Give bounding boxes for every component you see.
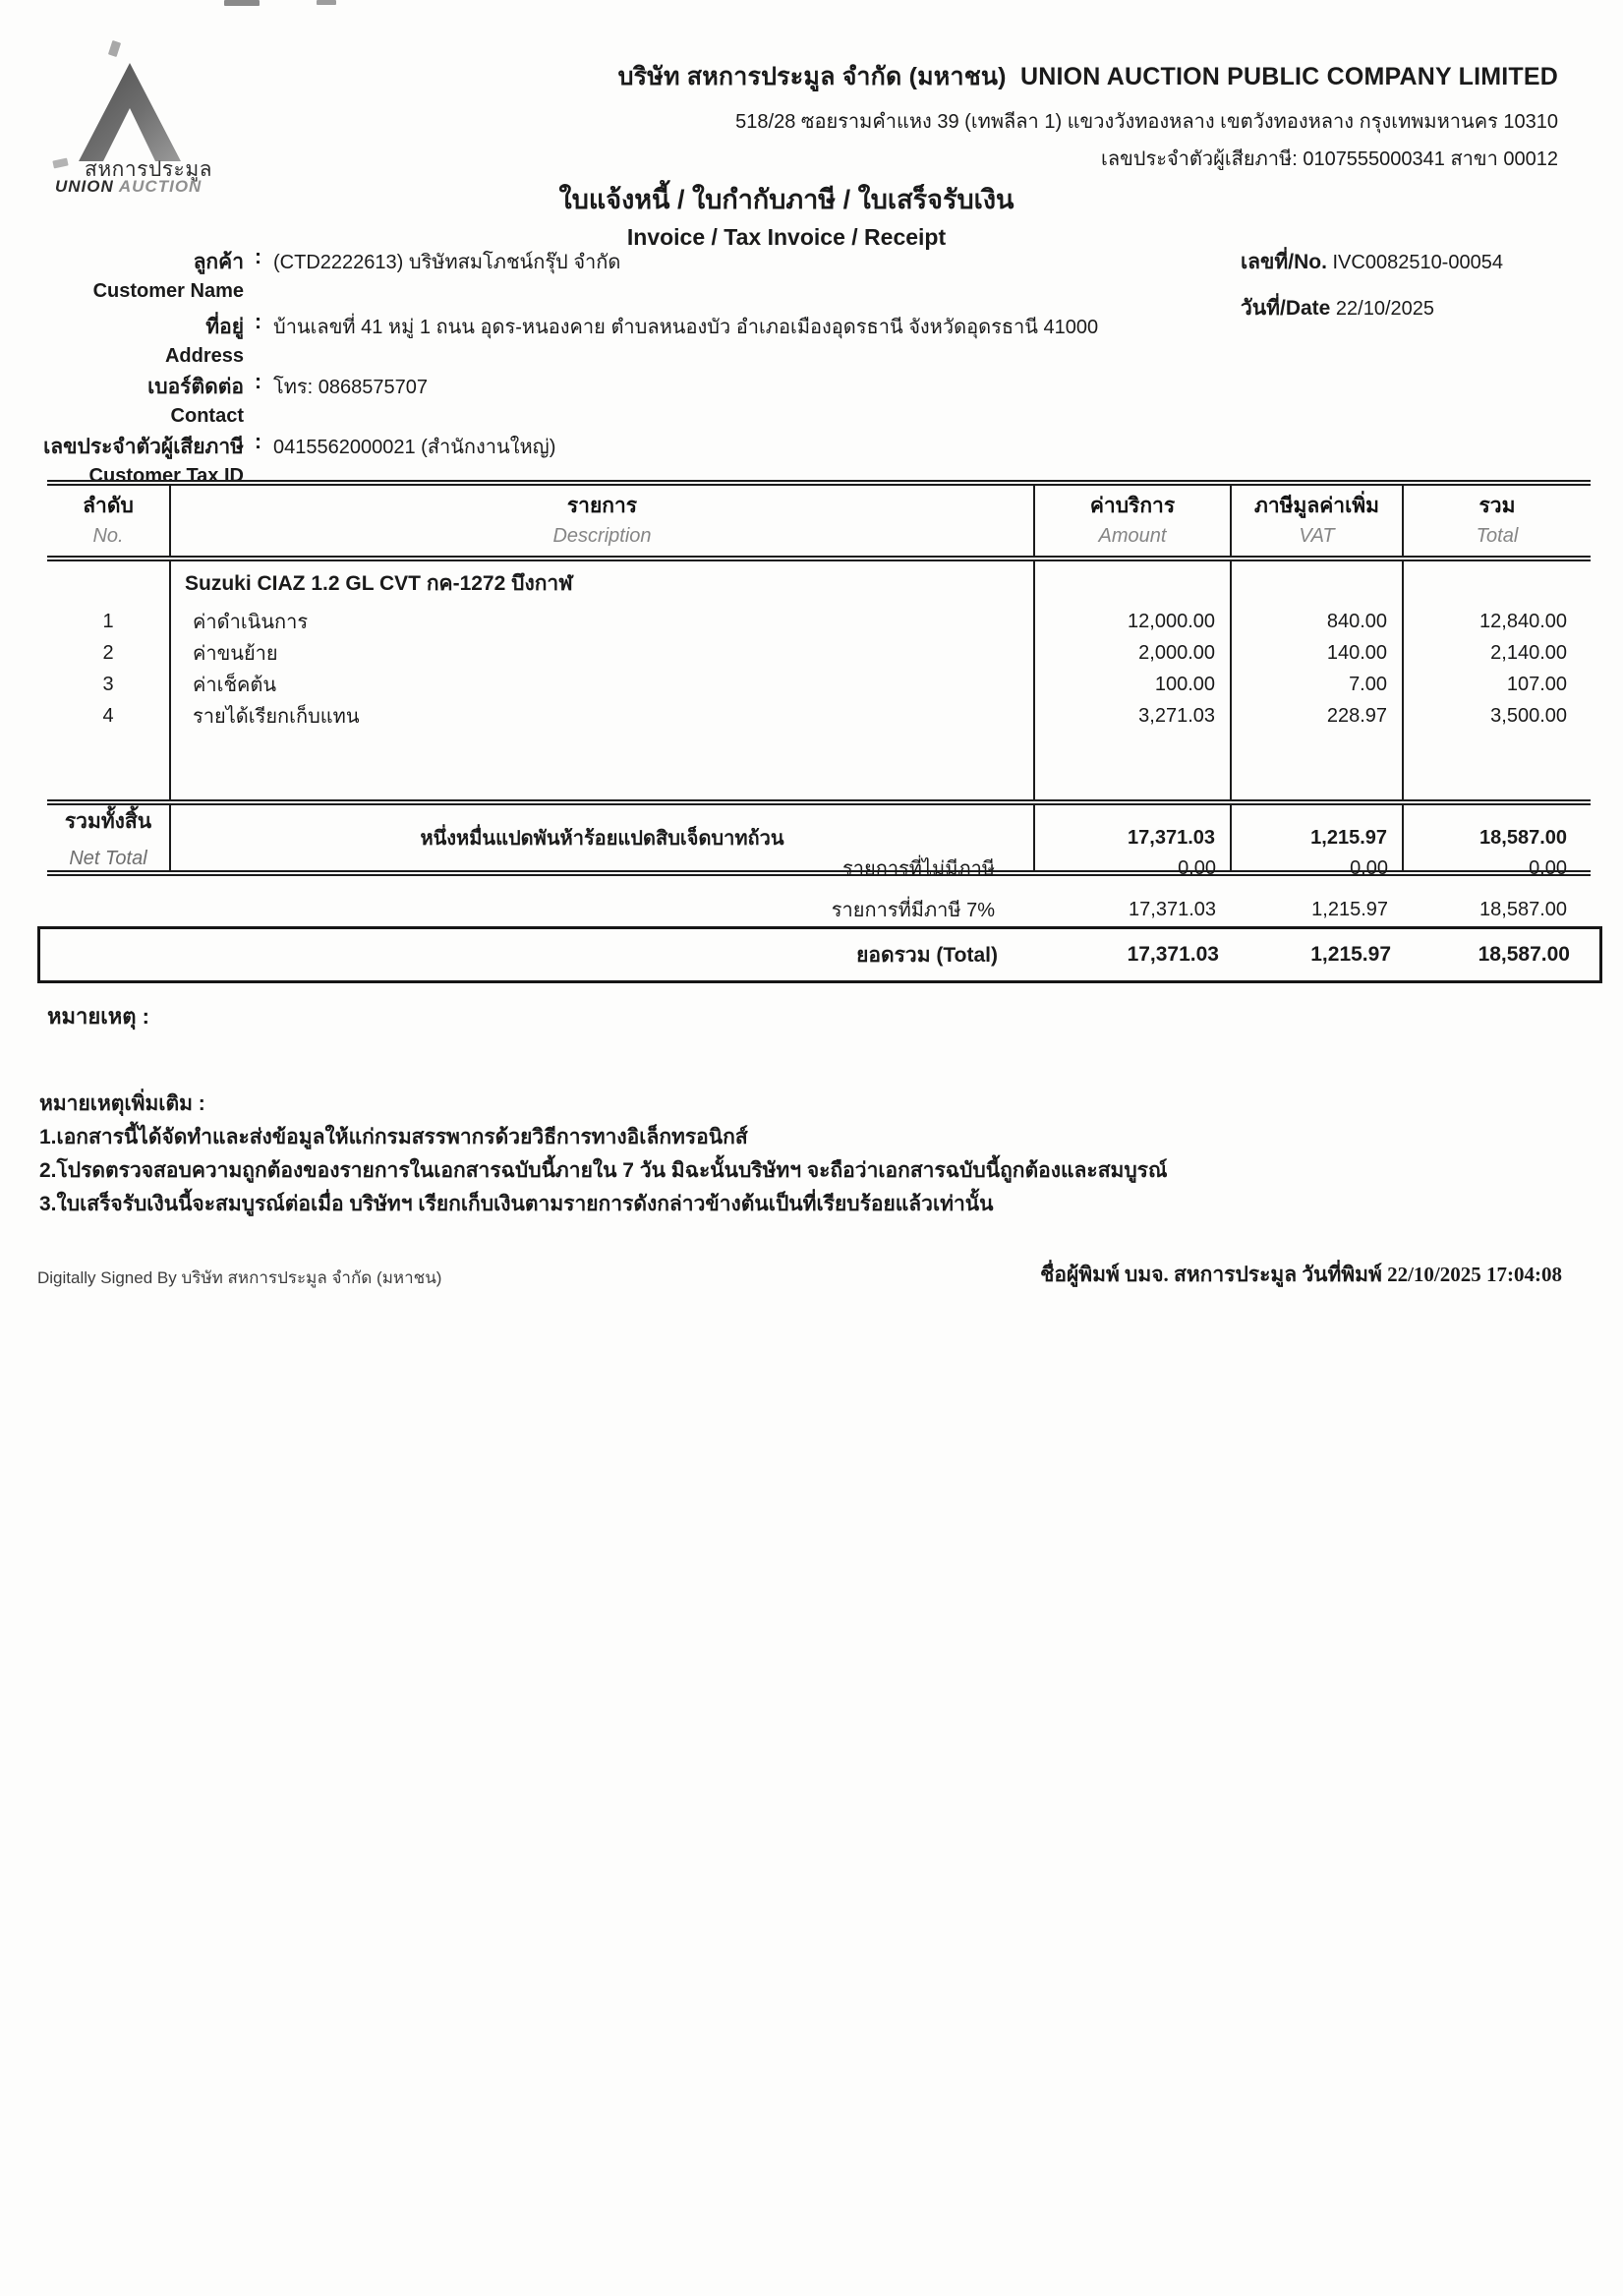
item-total: 3,500.00 [1490,704,1567,727]
table-row [47,669,1591,700]
additional-notes-title: หมายเหตุเพิ่มเติม : [39,1092,205,1115]
grand-total-label: ยอดรวม (Total) [856,943,998,967]
header-description [170,483,1034,559]
note-line-2: 2.โปรดตรวจสอบความถูกต้องของรายการในเอกสารฉบับนี้ภายใน 7 วัน มิฉะนั้นบริษัทฯ จะถือว่าเอกสารฉบับนี้ถูกต้องและสมบูรณ์ [39,1159,1168,1182]
company-name-thai: บริษัท สหการประมูล จำกัด (มหาชน) [617,63,1007,90]
no-vat-label: รายการที่ไม่มีภาษี [842,858,995,880]
grand-total-total: 18,587.00 [1478,943,1570,966]
invoice-date-row [1241,292,1434,324]
customer-address-label [0,311,244,368]
label-english: Address [164,345,244,367]
logo-union: UNION [55,177,114,196]
summary-with-vat-row [47,889,1591,930]
document-title [0,178,1573,251]
header-amount-thai: ค่าบริการ [1089,495,1176,517]
grand-total-vat: 1,215.97 [1310,943,1391,966]
table-row [47,637,1591,669]
with-vat-amount: 17,371.03 [1129,898,1216,920]
header-total [1403,483,1591,559]
note-label: หมายเหตุ : [47,1004,149,1029]
digital-signature-note: Digitally Signed By บริษัท สหการประมูล จำกัด (มหาชน) [37,1268,442,1287]
item-no: 3 [47,669,170,700]
invoice-date-label: วันที่/Date [1241,297,1331,320]
no-vat-amount: 0.00 [1178,856,1216,879]
item-no: 2 [47,637,170,669]
vat-summary-table [47,848,1591,930]
item-vat: 140.00 [1231,637,1403,669]
header-total-thai: รวม [1478,495,1516,517]
header-description-thai: รายการ [566,495,638,517]
note-line-3: 3.ใบเสร็จรับเงินนี้จะสมบูรณ์ต่อเมื่อ บริษัทฯ เรียกเก็บเงินตามรายการดังกล่าวข้างต้นเป็นที่เรียบร้อยแล้วเท่านั้น [39,1193,994,1215]
scan-artifact [317,0,336,5]
company-name [398,57,1558,96]
net-total-label-english: Net Total [69,848,147,869]
customer-name-label [0,246,244,303]
label-english: Customer Name [92,280,244,302]
union-auction-logo-mark [71,59,189,167]
customer-contact-label [0,371,244,428]
line-items-table [47,480,1591,876]
colon: : [255,246,261,268]
item-description: รายได้เรียกเก็บแทน [170,700,1034,732]
no-vat-vat: 0.00 [1350,856,1388,879]
colon: : [255,431,261,453]
amount-in-words: หนึ่งหมื่นแปดพันห้าร้อยแปดสิบเจ็ดบาทถ้วน [170,802,1034,873]
scan-artifact [224,0,260,6]
company-tax-id: เลขประจำตัวผู้เสียภาษี: 0107555000341 สาขา 00012 [1101,148,1558,170]
customer-contact-value: โทร: 0868575707 [273,377,429,398]
no-vat-total: 0.00 [1529,856,1567,879]
header-no-thai: ลำดับ [83,495,134,517]
title-thai: ใบแจ้งหนี้ / ใบกำกับภาษี / ใบเสร็จรับเงิน [558,185,1014,214]
header-description-english: Description [552,525,652,547]
invoice-date-value: 22/10/2025 [1335,298,1435,320]
item-no: 4 [47,700,170,732]
table-row [47,700,1591,732]
table-row [47,606,1591,637]
invoice-number-label: เลขที่/No. [1241,251,1327,273]
net-total-amount: 17,371.03 [1034,802,1231,873]
header-no-english: No. [92,525,124,547]
customer-address-value: บ้านเลขที่ 41 หมู่ 1 ถนน อุดร-หนองคาย ตำบลหนองบัว อำเภอเมืองอุดรธานี จังหวัดอุดรธานี 41000 [273,317,1099,338]
with-vat-total: 18,587.00 [1479,898,1567,920]
note-line-1: 1.เอกสารนี้ได้จัดทำและส่งข้อมูลให้แก่กรมสรรพากรด้วยวิธีการทางอิเล็กทรอนิกส์ [39,1126,748,1148]
item-description: ค่าขนย้าย [170,637,1034,669]
invoice-number-row [1241,246,1503,278]
item-vat: 228.97 [1231,700,1403,732]
header-vat-thai: ภาษีมูลค่าเพิ่ม [1254,495,1379,517]
table-header-row [47,483,1591,559]
label-thai: เบอร์ติดต่อ [147,376,244,398]
header-amount [1034,483,1231,559]
with-vat-vat: 1,215.97 [1311,898,1388,920]
company-header [398,57,1558,174]
header-vat-english: VAT [1299,525,1335,547]
grand-total-box [37,926,1602,983]
item-amount: 100.00 [1034,669,1231,700]
net-total-label-thai: รวมทั้งสิ้น [64,810,152,833]
label-thai: ที่อยู่ [205,316,244,338]
item-amount: 3,271.03 [1034,700,1231,732]
logo-auction: AUCTION [118,177,203,196]
company-address: 518/28 ซอยรามคำแหง 39 (เทพลีลา 1) แขวงวังทองหลาง เขตวังทองหลาง กรุงเทพมหานคร 10310 [735,111,1558,133]
logo-text-thai: สหการประมูล [85,158,213,181]
summary-no-vat-row [47,848,1591,889]
item-vat: 840.00 [1231,606,1403,637]
table-filler-row [47,732,1591,802]
label-thai: เลขประจำตัวผู้เสียภาษี [43,436,244,458]
item-amount: 12,000.00 [1034,606,1231,637]
with-vat-label: รายการที่มีภาษี 7% [831,900,995,921]
print-info: ชื่อผู้พิมพ์ บมจ. สหการประมูล วันที่พิมพ์ 22/10/2025 17:04:08 [1040,1263,1562,1286]
item-total: 2,140.00 [1490,641,1567,664]
header-total-english: Total [1476,525,1519,547]
item-description: ค่าเช็คต้น [170,669,1034,700]
colon: : [255,371,261,393]
colon: : [255,311,261,333]
item-description: ค่าดำเนินการ [170,606,1034,637]
vehicle-description: Suzuki CIAZ 1.2 GL CVT กค-1272 บึงกาฬ [185,572,573,595]
header-vat [1231,483,1403,559]
item-vat: 7.00 [1231,669,1403,700]
item-total: 107.00 [1506,673,1567,695]
item-no: 1 [47,606,170,637]
additional-notes [39,1088,1573,1221]
header-amount-english: Amount [1098,525,1167,547]
title-english: Invoice / Tax Invoice / Receipt [626,224,947,250]
header-no [47,483,170,559]
net-total-vat: 1,215.97 [1231,802,1403,873]
label-english: Customer Tax ID [88,465,244,487]
item-group-row [47,559,1591,606]
customer-taxid-value: 0415562000021 (สำนักงานใหญ่) [273,437,556,458]
company-name-english: UNION AUCTION PUBLIC COMPANY LIMITED [1019,63,1558,90]
net-total-total: 18,587.00 [1403,802,1591,873]
grand-total-amount: 17,371.03 [1127,943,1219,966]
label-english: Contact [170,405,244,427]
label-thai: ลูกค้า [193,251,244,273]
customer-name-value: (CTD2222613) บริษัทสมโภชน์กรุ๊ป จำกัด [273,252,621,273]
item-total: 12,840.00 [1479,610,1567,632]
invoice-number-value: IVC0082510-00054 [1332,252,1503,273]
item-amount: 2,000.00 [1034,637,1231,669]
